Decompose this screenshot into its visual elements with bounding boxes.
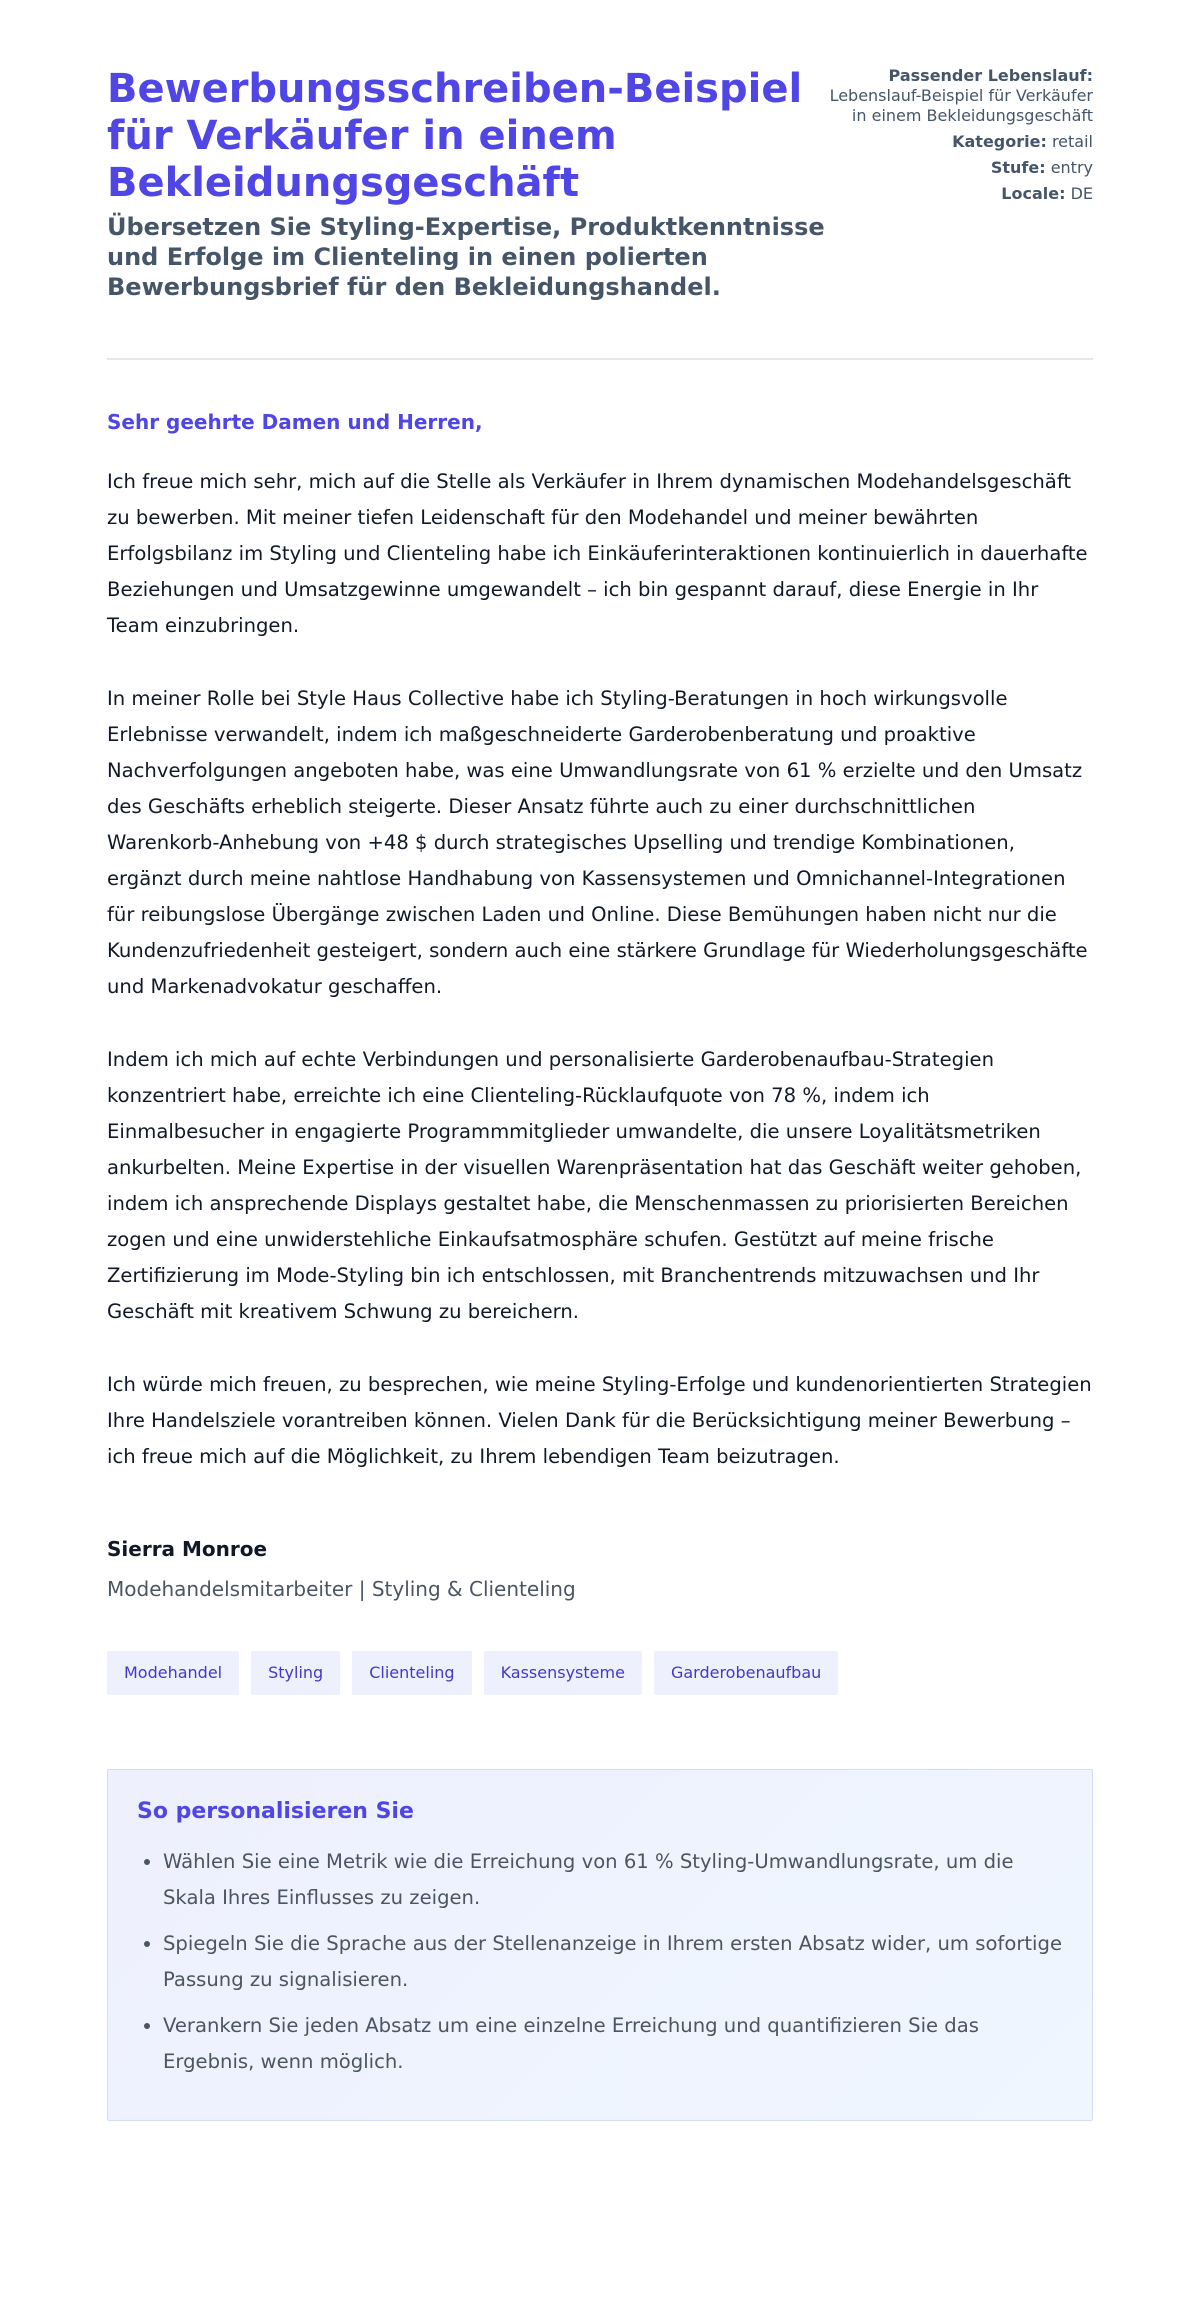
meta-category-label: Kategorie: — [952, 132, 1047, 151]
tag-garderobenaufbau[interactable]: Garderobenaufbau — [654, 1651, 838, 1695]
meta-panel — [823, 66, 1093, 210]
meta-level — [823, 158, 1093, 178]
tag-modehandel[interactable]: Modehandel — [107, 1651, 239, 1695]
letter-salutation: Sehr geehrte Damen und Herren, — [107, 410, 483, 434]
meta-resume — [823, 66, 1093, 126]
page-header — [107, 0, 1093, 360]
personalize-tips-box — [107, 1769, 1093, 2121]
tag-list — [107, 1651, 1093, 1695]
meta-locale — [823, 184, 1093, 204]
letter-paragraph: Ich freue mich sehr, mich auf die Stelle als Verkäufer in Ihrem dynamischen Modehandelsgeschäft zu bewerben. Mit meiner tiefen Leidenschaft für den Modehandel und meiner bewährten Erfolgsbilanz im Styling und Clienteling habe ich Einkäuferinteraktionen kontinuierlich in dauerhafte Beziehungen und Umsatzgewinne umgewandelt – ich bin gespannt darauf, diese Energie in Ihr Team einzubringen. — [107, 470, 1088, 637]
letter-paragraph: Ich würde mich freuen, zu besprechen, wie meine Styling-Erfolge und kundenorientierten Strategien Ihre Handelsziele vorantreiben können. Vielen Dank für die Berücksichtigung meiner Bewerbung – ich freue mich auf die Möglichkeit, zu Ihrem lebendigen Team beizutragen. — [107, 1373, 1092, 1468]
meta-locale-value: DE — [1070, 184, 1093, 203]
meta-locale-label: Locale: — [1001, 184, 1066, 203]
tag-kassensysteme[interactable]: Kassensysteme — [484, 1651, 642, 1695]
tips-title: So personalisieren Sie — [137, 1799, 414, 1824]
meta-category-value: retail — [1051, 132, 1093, 151]
tip-item: • Spiegeln Sie die Sprache aus der Stellenanzeige in Ihrem ersten Absatz wider, um sofortige Passung zu signalisieren. — [163, 1926, 1063, 1998]
letter-paragraph: Indem ich mich auf echte Verbindungen und personalisierte Garderobenaufbau-Strategien konzentriert habe, erreichte ich eine Clienteling-Rücklaufquote von 78 %, indem ich Einmalbesucher in engagierte Programmmitglieder umwandelte, die unsere Loyalitätsmetriken ankurbelten. Meine Expertise in der visuellen Warenpräsentation hat das Geschäft weiter gehoben, indem ich ansprechende Displays gestaltet habe, die Menschenmassen zu priorisierten Bereichen zogen und eine unwiderstehliche Einkaufsatmosphäre schufen. Gestützt auf meine frische Zertifizierung im Mode-Styling bin ich entschlossen, mit Branchentrends mitzuwachsen und Ihr Geschäft mit kreativem Schwung zu bereichern. — [107, 1048, 1082, 1323]
page-title: Bewerbungsschreiben-Beispiel für Verkäufer in einem Bekleidungsgeschäft — [107, 66, 803, 206]
meta-category — [823, 132, 1093, 152]
meta-resume-label: Passender Lebenslauf: — [888, 66, 1093, 85]
tip-item: • Verankern Sie jeden Absatz um eine einzelne Erreichung und quantifizieren Sie das Ergebnis, wenn möglich. — [163, 2008, 1063, 2080]
signature-name: Sierra Monroe — [107, 1537, 268, 1561]
tip-item: • Wählen Sie eine Metrik wie die Erreichung von 61 % Styling-Umwandlungsrate, um die Skala Ihres Einflusses zu zeigen. — [163, 1844, 1063, 1916]
tips-list — [137, 1844, 1063, 2080]
meta-level-value: entry — [1050, 158, 1093, 177]
tag-styling[interactable]: Styling — [251, 1651, 340, 1695]
meta-resume-link[interactable]: Lebenslauf-Beispiel für Verkäufer in einem Bekleidungsgeschäft — [829, 86, 1093, 125]
meta-level-label: Stufe: — [990, 158, 1046, 177]
letter-paragraph: In meiner Rolle bei Style Haus Collective habe ich Styling-Beratungen in hoch wirkungsvolle Erlebnisse verwandelt, indem ich maßgeschneiderte Garderobenberatung und proaktive Nachverfolgungen angeboten habe, was eine Umwandlungsrate von 61 % erzielte und den Umsatz des Geschäfts erheblich steigerte. Dieser Ansatz führte auch zu einer durchschnittlichen Warenkorb-Anhebung von +48 $ durch strategisches Upselling und trendige Kombinationen, ergänzt durch meine nahtlose Handhabung von Kassensystemen und Omnichannel-Integrationen für reibungslose Übergänge zwischen Laden und Online. Diese Bemühungen haben nicht nur die Kundenzufriedenheit gesteigert, sondern auch eine stärkere Grundlage für Wiederholungsgeschäfte und Markenadvokatur geschaffen. — [107, 687, 1088, 998]
signature-role: Modehandelsmitarbeiter | Styling & Clienteling — [107, 1577, 576, 1601]
tag-clienteling[interactable]: Clienteling — [352, 1651, 471, 1695]
letter-body — [107, 464, 1093, 1475]
page-subtitle: Übersetzen Sie Styling-Expertise, Produktkenntnisse und Erfolge im Clienteling in einen polierten Bewerbungsbrief für den Bekleidungshandel. — [107, 213, 825, 301]
